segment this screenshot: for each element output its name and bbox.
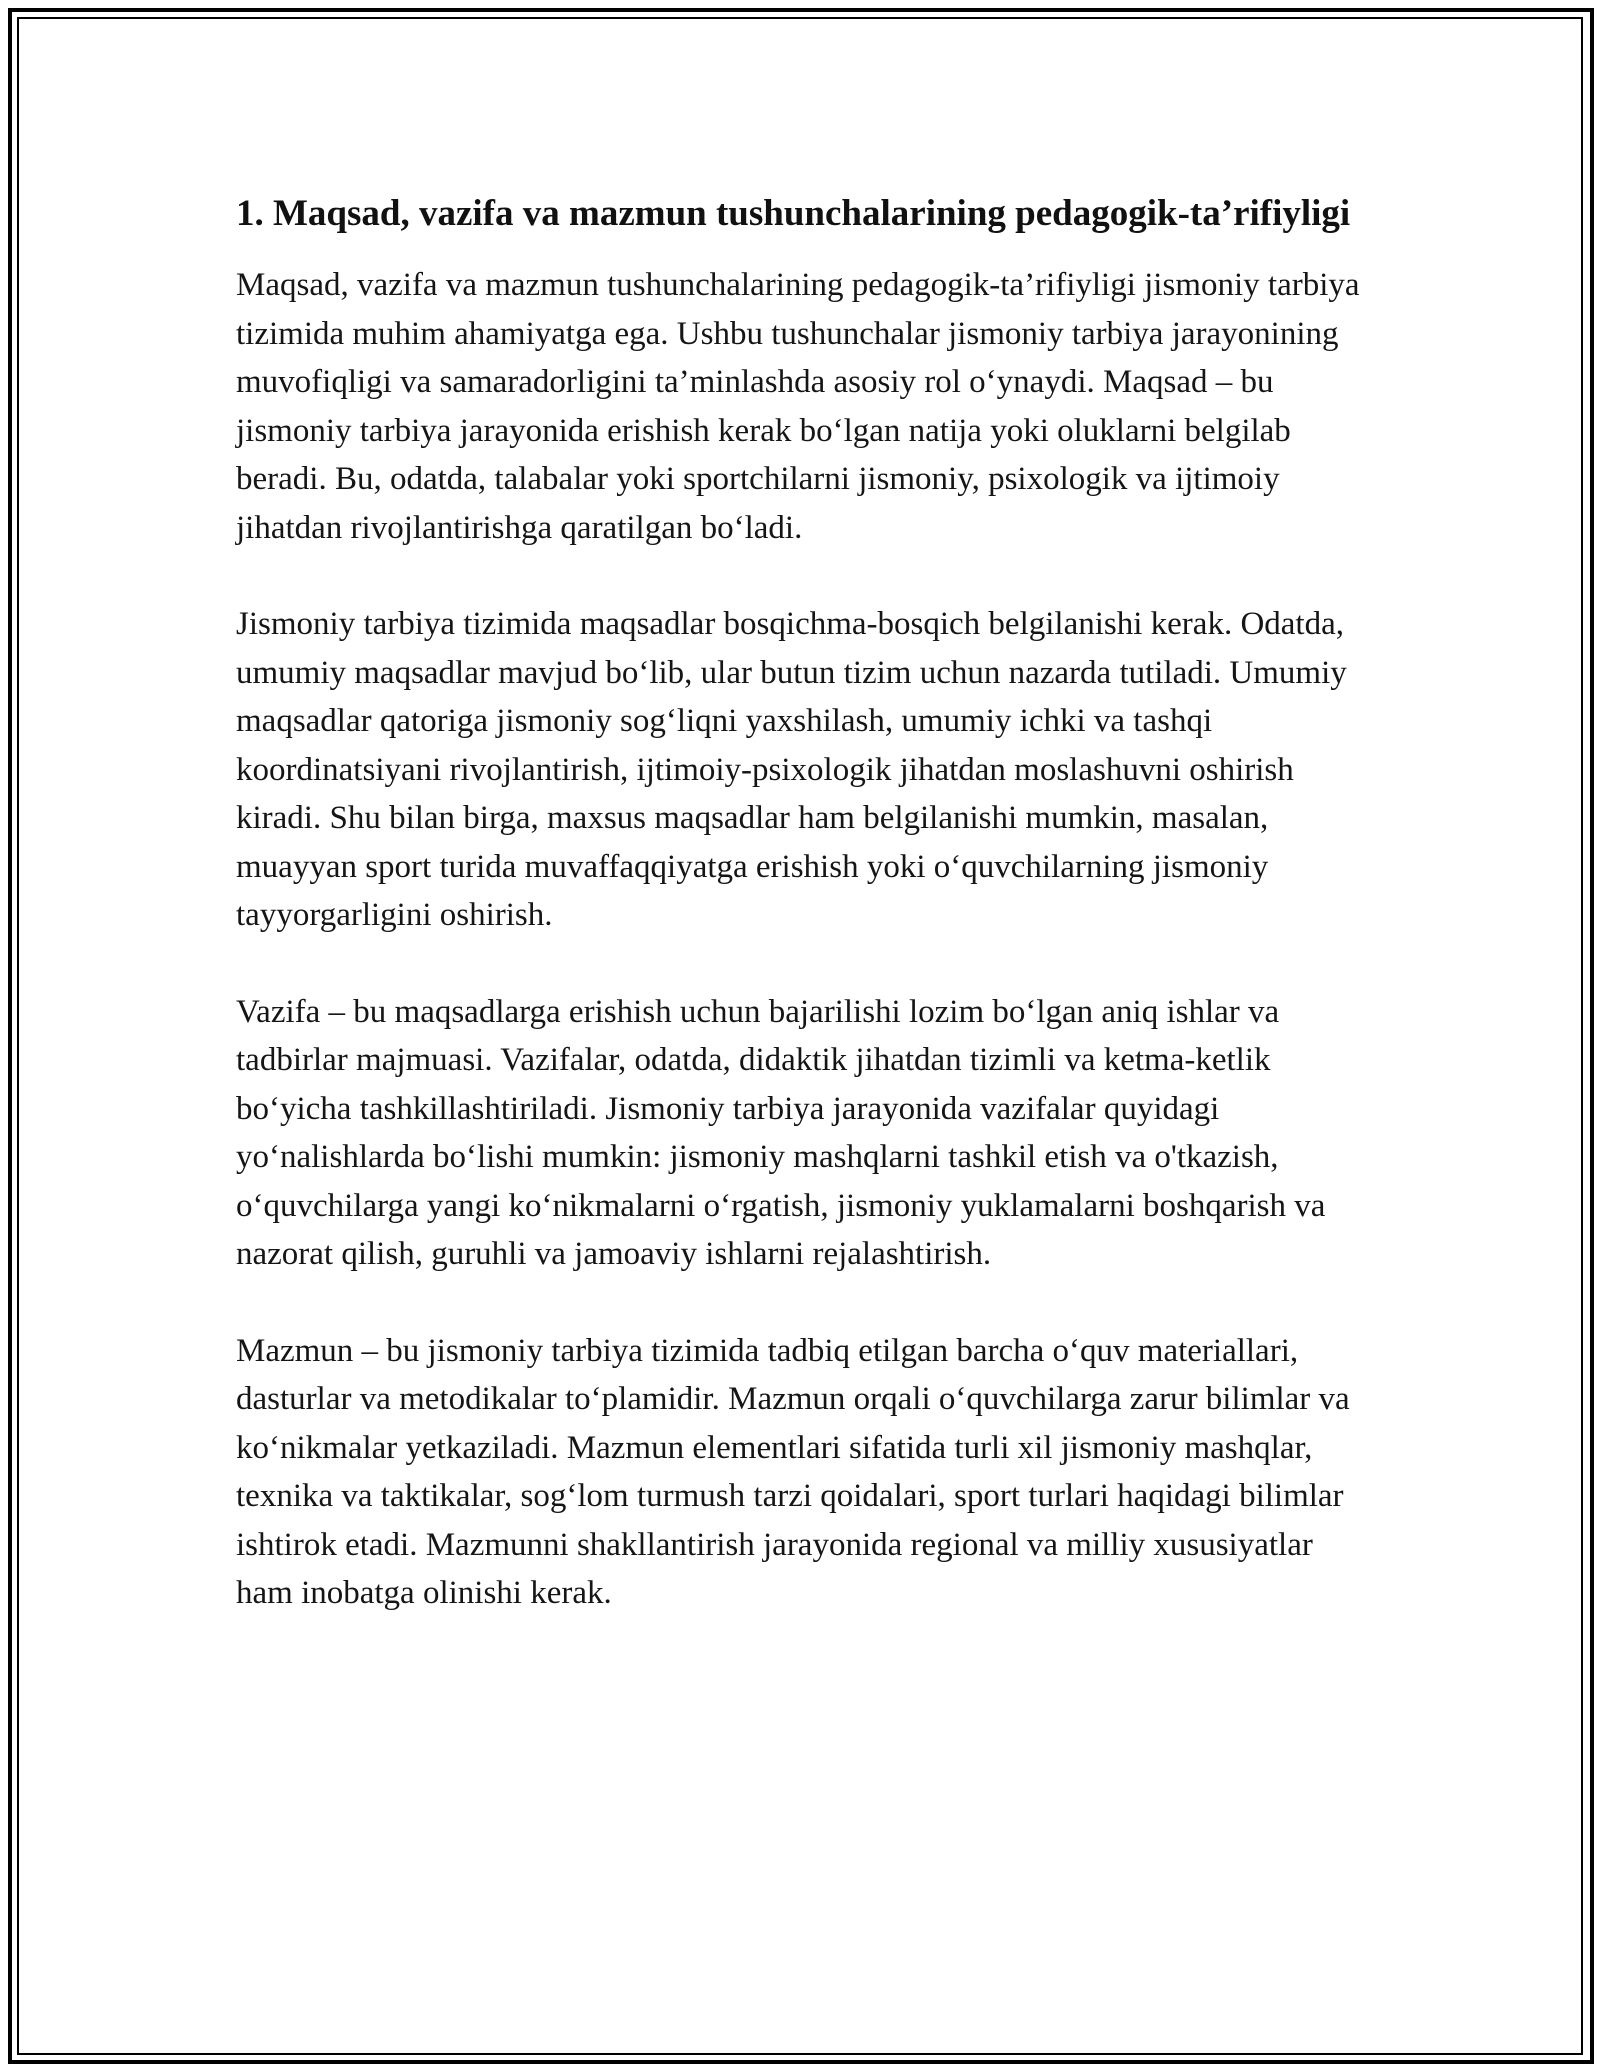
section-heading: 1. Maqsad, vazifa va mazmun tushunchalarining pedagogik-ta’rifiyligi xyxy=(236,193,1351,234)
paragraph-maqsadlar: Jismoniy tarbiya tizimida maqsadlar bosqichma-bosqich belgilanishi kerak. Odatda, umumiy maqsadlar mavjud bo‘lib, ular butun tizim uchun nazarda tutiladi. Umumiy maqsadlar qatoriga jismoniy sog‘liqni yaxshilash, umumiy ichki va tashqi koordinatsiyani rivojlantirish, ijtimoiy-psixologik jihatdan moslashuvni oshirish kiradi. Shu bilan birga, maxsus maqsadlar ham belgilanishi mumkin, masalan, muayyan sport turida muvaffaqqiyatga erishish yoki o‘quvchilarning jismoniy tayyorgarligini oshirish. xyxy=(236,606,1347,933)
document-body xyxy=(236,186,1366,1666)
paragraph-vazifa: Vazifa – bu maqsadlarga erishish uchun bajarilishi lozim bo‘lgan aniq ishlar va tadbirlar majmuasi. Vazifalar, odatda, didaktik jihatdan tizimli va ketma-ketlik bo‘yicha tashkillashtiriladi. Jismoniy tarbiya jarayonida vazifalar quyidagi yo‘nalishlarda bo‘lishi mumkin: jismoniy mashqlarni tashkil etish va o'tkazish, o‘quvchilarga yangi ko‘nikmalarni o‘rgatish, jismoniy yuklamalarni boshqarish va nazorat qilish, guruhli va jamoaviy ishlarni rejalashtirish. xyxy=(236,993,1326,1272)
paragraph-maqsad: Maqsad, vazifa va mazmun tushunchalarining pedagogik-ta’rifiyligi jismoniy tarbiya tizimida muhim ahamiyatga ega. Ushbu tushunchalar jismoniy tarbiya jarayonining muvofiqligi va samaradorligini ta’minlashda asosiy rol o‘ynaydi. Maqsad – bu jismoniy tarbiya jarayonida erishish kerak bo‘lgan natija yoki oluklarni belgilab beradi. Bu, odatda, talabalar yoki sportchilarni jismoniy, psixologik va ijtimoiy jihatdan rivojlantirishga qaratilgan bo‘ladi. xyxy=(236,267,1360,546)
paragraph-mazmun: Mazmun – bu jismoniy tarbiya tizimida tadbiq etilgan barcha o‘quv materiallari, dasturlar va metodikalar to‘plamidir. Mazmun orqali o‘quvchilarga zarur bilimlar va ko‘nikmalar yetkaziladi. Mazmun elementlari sifatida turli xil jismoniy mashqlar, texnika va taktikalar, sog‘lom turmush tarzi qoidalari, sport turlari haqidagi bilimlar ishtirok etadi. Mazmunni shakllantirish jarayonida regional va milliy xususiyatlar ham inobatga olinishi kerak. xyxy=(236,1332,1350,1611)
